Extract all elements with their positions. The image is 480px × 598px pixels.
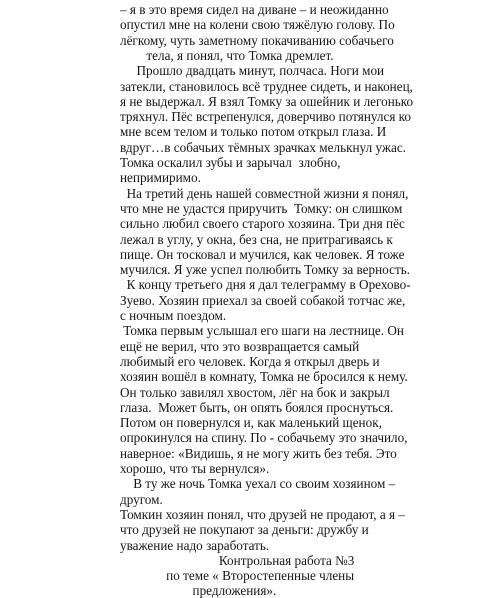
- text-line: – я в это время сидел на диване – и неожиданно: [120, 2, 389, 17]
- text-line: Потом он повернулся и, как маленький щенок,: [120, 415, 382, 431]
- text-line: уважение надо заработать.: [120, 537, 270, 553]
- text-line: опустил мне на колени свою тяжёлую голову. По: [120, 17, 395, 33]
- text-line: мне всем телом и только потом открыл глаза. И: [120, 124, 387, 140]
- text-line: что мне не удастся приручить Томку: он слишком: [120, 200, 403, 216]
- text-line: ещё не верил, что это возвращается самый: [120, 338, 360, 354]
- text-line: пище. Он тосковал и мучился, как человек. Я тоже: [120, 246, 405, 262]
- text-line: К концу третьего дня я дал телеграмму в Орехово-: [120, 277, 411, 293]
- text-line: тела, я понял, что Томка дремлет.: [120, 47, 334, 63]
- text-line: Томкин хозяин понял, что друзей не продают, а я –: [120, 506, 405, 522]
- text-line: лёгкому, чуть заметному покачиванию собачьего: [120, 32, 394, 48]
- text-line: вдруг…в собачьих тёмных зрачках мелькнул ужас.: [120, 139, 406, 155]
- text-line: непримиримо.: [120, 170, 201, 186]
- text-line: Контрольная работа №3: [120, 552, 355, 568]
- text-line: Томка оскалил зубы и зарычал злобно,: [120, 155, 341, 170]
- text-line: лежал в углу, у окна, без сна, не притрагиваясь к: [120, 231, 393, 247]
- text-line: опрокинулся на спину. По - собачьему это значило,: [120, 430, 408, 446]
- text-line: по теме « Второстепенные члены: [120, 568, 355, 584]
- text-line: наверное: «Видишь, я не могу жить без тебя. Это: [120, 445, 397, 461]
- text-line: затекли, становилось всё труднее сидеть, и наконец,: [120, 78, 413, 94]
- text-line: любимый его человек. Когда я открыл дверь и: [120, 353, 380, 369]
- text-line: мучился. Я уже успел полюбить Томку за верность.: [120, 262, 411, 278]
- text-line: Томка первым услышал его шаги на лестнице. Он: [120, 323, 404, 339]
- text-line: В ту же ночь Томка уехал со своим хозяином –: [120, 476, 396, 492]
- text-line: глаза. Может быть, он опять боялся проснуться.: [120, 399, 394, 415]
- text-line: хорошо, что ты вернулся».: [120, 461, 270, 476]
- text-line: другом.: [120, 491, 163, 507]
- text-line: хозяин вошёл в комнату, Томка не бросился к нему.: [120, 369, 408, 385]
- text-line: что друзей не покупают за деньги: дружбу и: [120, 522, 369, 538]
- text-line: тряхнул. Пёс встрепенулся, доверчиво потянулся ко: [120, 109, 412, 125]
- text-line: Зуево. Хозяин приехал за своей собакой тотчас же,: [120, 292, 406, 308]
- text-line: На третий день нашей совместной жизни я понял,: [120, 185, 409, 201]
- text-line: Прошло двадцать минут, полчаса. Ноги мои: [120, 63, 385, 79]
- text-line: предложения».: [120, 583, 277, 598]
- text-line: с ночным поездом.: [120, 308, 227, 323]
- text-line: я не выдержал. Я взял Томку за ошейник и легонько: [120, 93, 414, 109]
- text-line: Он только завилял хвостом, лёг на бок и закрыл: [120, 384, 390, 400]
- text-line: сильно любил своего старого хозяина. Три дня пёс: [120, 216, 405, 232]
